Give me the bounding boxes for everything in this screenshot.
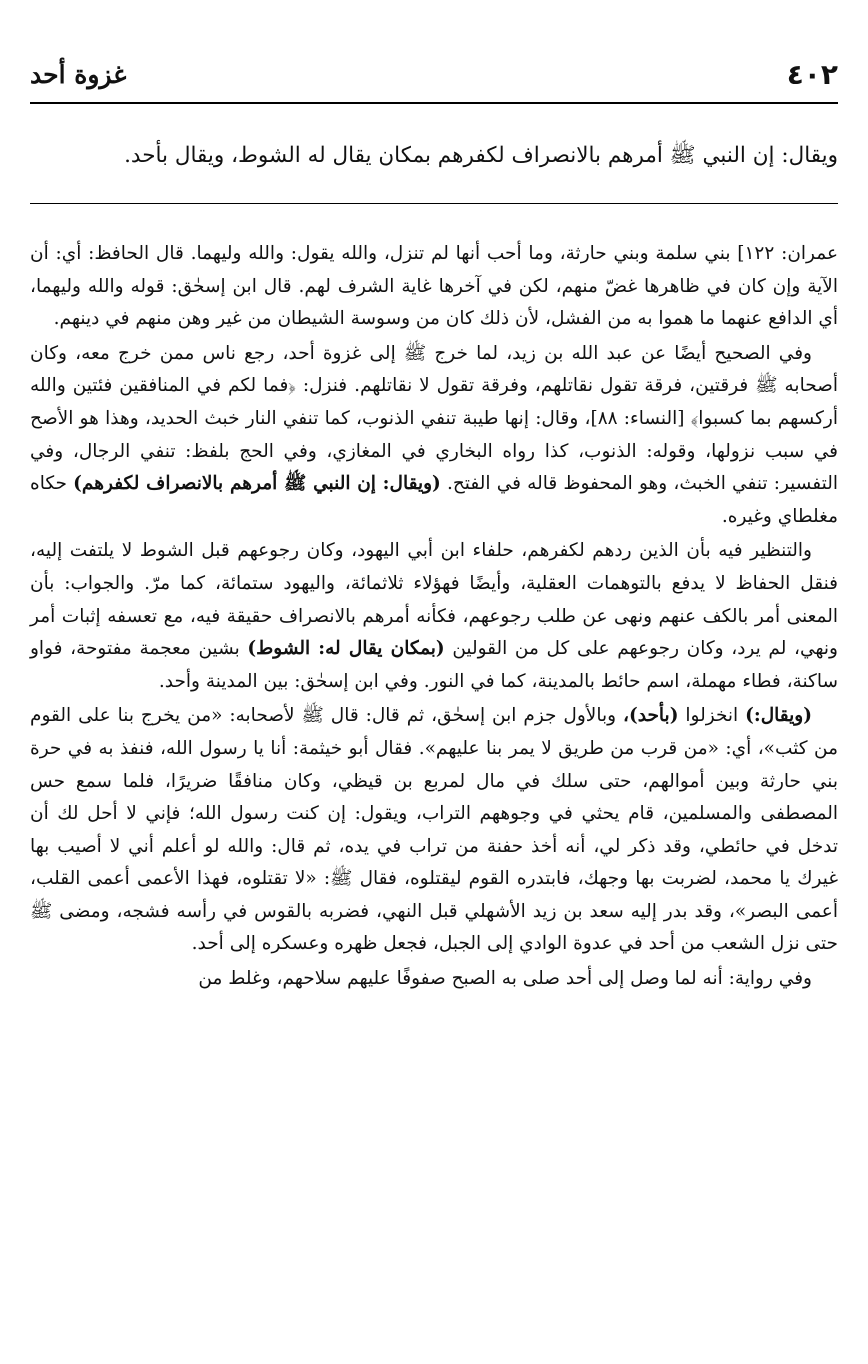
paragraph-text: والتنظير فيه بأن الذين ردهم لكفرهم، حلفاء ابن أبي اليهود، وكان رجوعهم قبل الشوط لا يلتفت إليه، فنقل الحفاظ لا يدفع بالتوهمات العقلية، وأيضًا فهؤلاء ثلاثمائة، واليهود ستمائة، كما مرّ. والجواب: بأن المعنى أمر بالكف عنهم ونهى عن طلب رجوعهم، فكأنه أمرهم بالانصراف حقيقة فيه، مع تعسفه إثبات أمر ونهي، لم يرد، وكان رجوعهم على كل من القولين — [30, 540, 838, 660]
main-text: ويقال: إن النبي ﷺ أمرهم بالانصراف لكفرهم بمكان يقال له الشوط، ويقال بأحد. — [124, 143, 838, 168]
paragraph-text: انخزلوا — [685, 705, 739, 727]
footnote-divider — [30, 203, 838, 204]
page-header — [30, 58, 838, 98]
paragraph-text: وبالأول جزم ابن إسحٰق، ثم قال: قال ﷺ لأصحابه: «من يخرج بنا على القوم من كثب»، أي: «من قرب من طريق لا يمر بنا عليهم». فقال أبو خيثمة: أنا يا رسول الله، فنفذ به في حرة بني حارثة وبين أموالهم، حتى سلك في مال لمربع بن قيظي، وكان منافقًا ضريرًا، فلما سمع حس المصطفى والمسلمين، قام يحثي في وجوههم التراب، ويقول: إن كنت رسول الله؛ فإني لا أحل لك أن تدخل في حائطي، وقد ذكر لي، أنه أخذ حفنة من تراب في يده، ثم قال: والله لو أعلم أني لا أصيب بها غيرك يا محمد، لضربت بها وجهك، فابتدره القوم ليقتلوه، فقال ﷺ: «لا تقتلوه، فهذا الأعمى أعمى القلب، أعمى البصر»، وقد بدر إليه سعد بن زيد الأشهلي قبل النهي، فضربه بالقوس في رأسه فشجه، ومضى ﷺ حتى نزل الشعب من أحد في عدوة الوادي إلى الجبل، فجعل ظهره وعسكره إلى أحد. — [30, 705, 838, 955]
commentary-paragraph — [30, 338, 838, 534]
paragraph-text: بشين معجمة مفتوحة، فواو ساكنة، فطاء مهملة، اسم حائط بالمدينة، كما في النور. وفي ابن إسحٰق: بين المدينة وأحد. — [30, 638, 838, 692]
quoted-matn: (بمكان يقال له: الشوط) — [247, 638, 445, 660]
header-rule — [30, 102, 838, 104]
commentary-body — [30, 238, 838, 998]
commentary-paragraph — [30, 535, 838, 698]
quoted-matn: (ويقال:) — [745, 705, 812, 727]
running-title: غزوة أحد — [30, 60, 127, 89]
paragraph-text: عمران: ١٢٢] بني سلمة وبني حارثة، وما أحب أنها لم تنزل، والله يقول: والله وليهما. قال الحافظ: أي: أن الآية وإن كان في ظاهرها غضّ منهم، لكن في آخرها غاية الشرف لهم. قال ابن إسحٰق: قوله والله وليهما، أي الدافع عنهما ما هموا به من الفشل، لأن ذلك كان من وسوسة الشيطان من غير وهن منهم في دينهم. — [30, 243, 838, 330]
quoted-matn: (ويقال: إن النبي ﷺ أمرهم بالانصراف لكفرهم) — [73, 473, 441, 495]
commentary-paragraph — [30, 963, 838, 996]
page-number: ٤٠٢ — [786, 58, 838, 91]
commentary-paragraph — [30, 238, 838, 336]
paragraph-text: وفي الصحيح أيضًا عن عبد الله بن زيد، لما خرج ﷺ إلى غزوة أحد، رجع ناس ممن خرج معه، وكان أصحابه ﷺ فرقتين، فرقة تقول نقاتلهم، وفرقة تقول لا نقاتلهم. فنزل: ﴿فما لكم في المنافقين فئتين والله أركسهم بما كسبوا﴾ [النساء: ٨٨]، وقال: إنها طيبة تنفي الذنوب، كما تنفي النار خبث الحديد، وهذا هو الأصح في سبب نزولها، وقوله: الذنوب، كذا رواه البخاري في المغازي، وفي الحج بلفظ: تنفي الرجال، وفي التفسير: تنفي الخبث، وهو المحفوظ قاله في الفتح. — [30, 342, 839, 495]
paragraph-text: حكاه مغلطاي وغيره. — [30, 473, 838, 527]
commentary-paragraph — [30, 700, 838, 961]
quoted-matn: (بأحد)، — [623, 705, 679, 727]
paragraph-text: وفي رواية: أنه لما وصل إلى أحد صلى به الصبح صفوفًا عليهم سلاحهم، وغلط من — [198, 968, 812, 990]
